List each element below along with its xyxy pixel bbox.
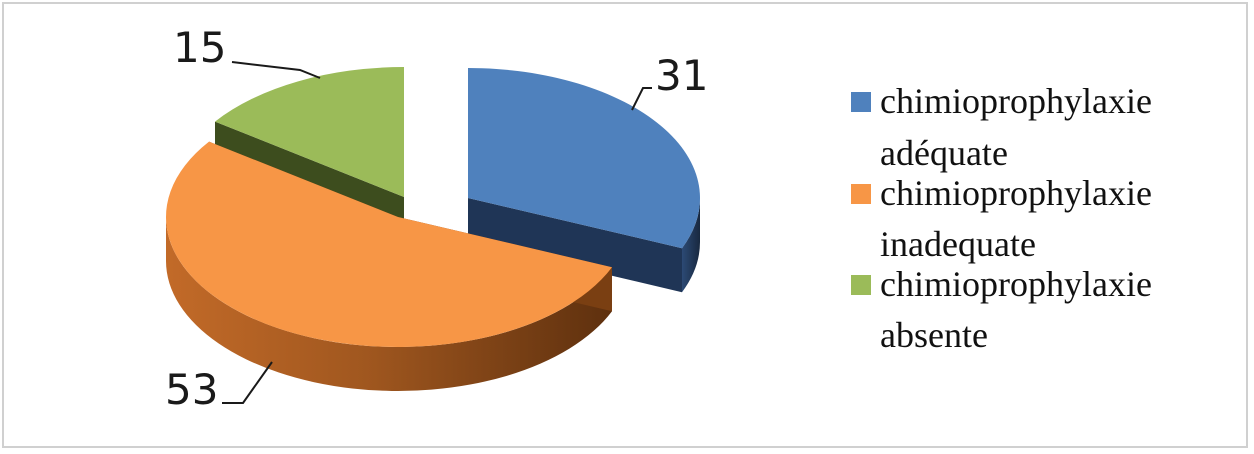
legend-swatch-inadequate: [851, 184, 871, 204]
leader-line-15: [232, 62, 320, 78]
legend-label-adequate-2: adéquate: [880, 133, 1008, 173]
legend-swatch-absente: [851, 275, 871, 295]
legend: [851, 81, 1152, 355]
leader-line-53: [222, 362, 272, 403]
legend-label-adequate-1: chimioprophylaxie: [880, 81, 1152, 121]
legend-label-inadequate-1: chimioprophylaxie: [880, 173, 1152, 213]
legend-swatch-adequate: [851, 92, 871, 112]
pie-slices: [166, 67, 700, 391]
legend-label-absente-2: absente: [880, 315, 988, 355]
data-label-adequate: 31: [655, 51, 709, 100]
legend-label-absente-1: chimioprophylaxie: [880, 264, 1152, 304]
leader-line-31: [632, 88, 652, 110]
data-label-inadequate: 53: [165, 365, 219, 414]
legend-label-inadequate-2: inadequate: [880, 224, 1036, 264]
data-label-absente: 15: [173, 23, 227, 72]
